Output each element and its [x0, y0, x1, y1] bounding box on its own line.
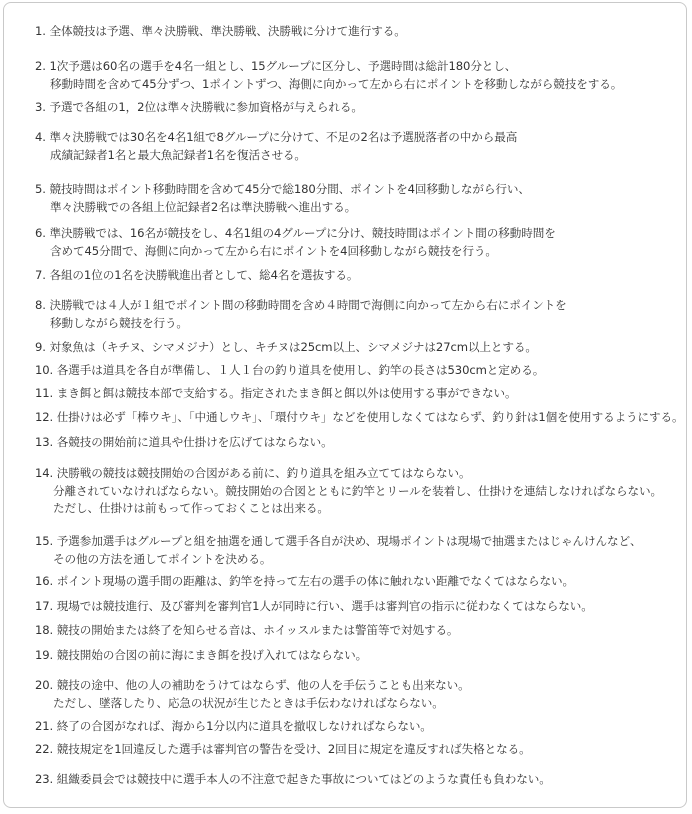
rule-item — [35, 58, 685, 93]
rule-item — [35, 718, 685, 736]
rule-text: 20. 競技の途中、他の人の補助をうけてはならず、他の人を手伝うことも出来ない。 — [35, 678, 470, 692]
rule-item — [35, 741, 685, 759]
rule-list — [4, 3, 686, 807]
rule-text: 13. 各競技の開始前に道具や仕掛けを広げてはならない。 — [35, 435, 333, 449]
rule-item — [35, 465, 685, 518]
rule-text: 9. 対象魚は（キチヌ、シマメジナ）とし、キチヌは25cm以上、シマメジナは27cm以上とする。 — [35, 340, 537, 354]
rule-text: 21. 終了の合図がなれば、海から1分以内に道具を撤収しなければならない。 — [35, 719, 432, 733]
rule-text: 3. 予選で各組の1，2位は準々決勝戦に参加資格が与えられる。 — [35, 100, 363, 114]
rule-text: 15. 予選参加選手はグループと組を抽選を通して選手各自が決め、現場ポイントは現場で抽選またはじゃんけんなど、 — [35, 534, 642, 548]
rule-item — [35, 99, 685, 117]
rule-text-continued: ただし、墜落したり、応急の状況が生じたときは手伝わなければならない。 — [53, 695, 444, 710]
rule-item — [35, 181, 685, 216]
rule-text: 1. 全体競技は予選、準々決勝戦、準決勝戦、決勝戦に分けて進行する。 — [35, 24, 406, 38]
rule-item — [35, 771, 685, 789]
rule-item — [35, 225, 685, 260]
rule-text: 4. 準々決勝戦では30名を4名1組で8グループに分けて、不足の2名は予選脱落者の中から最高 — [35, 130, 518, 144]
rule-item — [35, 533, 685, 568]
rule-text: 8. 決勝戦では４人が１組でポイント間の移動時間を含め４時間で海側に向かって左から右にポイントを — [35, 298, 567, 312]
rule-text-continued: 移動しながら競技を行う。 — [50, 315, 188, 330]
rule-text: 5. 競技時間はポイント移動時間を含めて45分で総180分間、ポイントを4回移動しながら行い、 — [35, 182, 530, 196]
rule-item — [35, 677, 685, 712]
rule-text: 2. 1次予選は60名の選手を4名一組とし、15グループに区分し、予選時間は総計180分とし、 — [35, 59, 517, 73]
rule-text-continued: 移動時間を含めて45分ずつ、1ポイントずつ、海側に向かって左から右にポイントを移動しながら競技をする。 — [50, 76, 623, 91]
rule-text: 17. 現場では競技進行、及び審判を審判官1人が同時に行い、選手は審判官の指示に従わなくてはならない。 — [35, 599, 593, 613]
rule-text-continued: その他の方法を通してポイントを決める。 — [53, 551, 272, 566]
rule-item — [35, 23, 685, 41]
rule-text-continued: 準々決勝戦での各組上位記録者2名は準決勝戦へ進出する。 — [50, 199, 357, 214]
rule-text: 19. 競技開始の合図の前に海にまき餌を投げ入れてはならない。 — [35, 648, 368, 662]
rule-text: 7. 各組の1位の1名を決勝戦進出者として、総4名を選抜する。 — [35, 268, 359, 282]
rule-item — [35, 622, 685, 640]
rule-text: 11. まき餌と餌は競技本部で支給する。指定されたまき餌と餌以外は使用する事ができない。 — [35, 386, 517, 400]
rule-text: 18. 競技の開始または終了を知らせる音は、ホイッスルまたは警笛等で対処する。 — [35, 623, 459, 637]
rule-text-continued: 分離されていなければならない。競技開始の合図とともに釣竿とリールを装着し、仕掛けを連結しなければならない。 — [53, 483, 662, 498]
rule-text-continued: 含めて45分間で、海側に向かって左から右にポイントを4回移動しながら競技を行う。 — [50, 243, 497, 258]
rule-text: 12. 仕掛けは必ず「棒ウキ」、「中通しウキ」、「環付ウキ」などを使用しなくてはならず、釣り針は1個を使用するようにする。 — [35, 410, 684, 424]
rule-item — [35, 573, 685, 591]
rules-panel — [3, 2, 687, 808]
rule-item — [35, 362, 685, 380]
rule-item — [35, 267, 685, 285]
rule-item — [35, 129, 685, 164]
rule-text-continued: ただし、仕掛けは前もって作っておくことは出来る。 — [53, 501, 329, 515]
rule-text: 16. ポイント現場の選手間の距離は、釣竿を持って左右の選手の体に触れない距離でなくてはならない。 — [35, 574, 574, 588]
rule-item — [35, 339, 685, 357]
rule-item — [35, 647, 685, 665]
rule-text: 22. 競技規定を1回違反した選手は審判官の警告を受け、2回目に規定を違反すれば失格となる。 — [35, 742, 531, 756]
rule-text-continued: 成績記録者1名と最大魚記録者1名を復活させる。 — [50, 147, 306, 162]
rule-item — [35, 297, 685, 332]
rule-text: 6. 準決勝戦では、16名が競技をし、4名1組の4グループに分け、競技時間はポイント間の移動時間を — [35, 226, 556, 240]
rule-text: 10. 各選手は道具を各自が準備し、１人１台の釣り道具を使用し、釣竿の長さは530cmと定める。 — [35, 363, 545, 377]
rule-item — [35, 409, 685, 427]
rule-text: 14. 決勝戦の競技は競技開始の合図がある前に、釣り道具を組み立ててはならない。 — [35, 466, 471, 480]
rule-item — [35, 385, 685, 403]
rule-text: 23. 組織委員会では競技中に選手本人の不注意で起きた事故についてはどのような責任も負わない。 — [35, 772, 551, 786]
rule-item — [35, 598, 685, 616]
rule-item — [35, 434, 685, 452]
